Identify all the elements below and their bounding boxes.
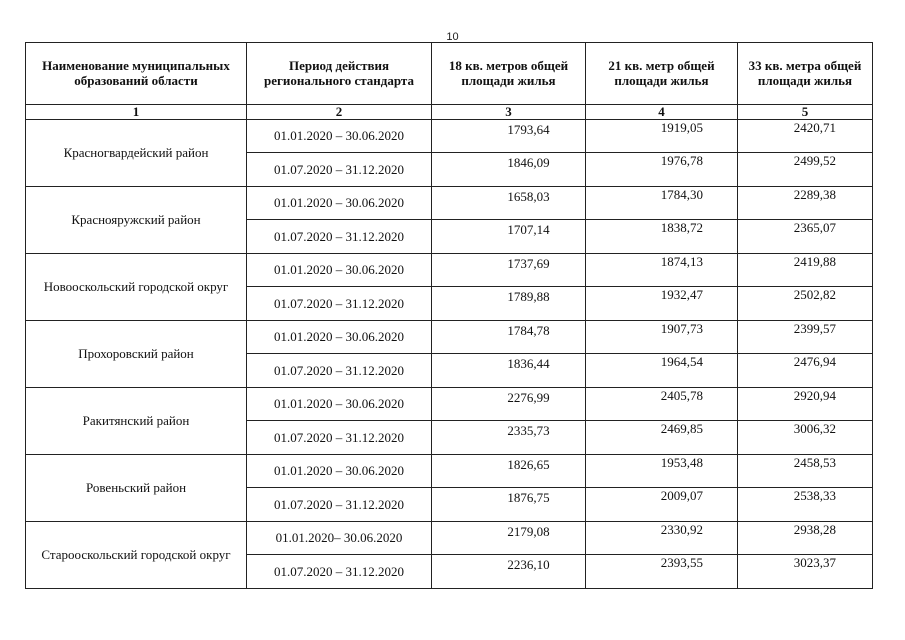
table-row bbox=[26, 120, 873, 153]
header-21-sqm: 21 кв. метр общей площади жилья bbox=[586, 43, 738, 105]
table-row bbox=[26, 522, 873, 555]
column-number: 3 bbox=[432, 105, 586, 120]
value-18-sqm: 1846,09 bbox=[432, 153, 586, 187]
value-33-sqm: 3023,37 bbox=[738, 555, 873, 589]
period-cell: 01.01.2020 – 30.06.2020 bbox=[247, 187, 432, 220]
column-number: 2 bbox=[247, 105, 432, 120]
value-18-sqm: 1836,44 bbox=[432, 354, 586, 388]
page-number: 10 bbox=[446, 31, 459, 43]
column-number: 4 bbox=[586, 105, 738, 120]
value-33-sqm: 2399,57 bbox=[738, 321, 873, 354]
region-name: Прохоровский район bbox=[26, 321, 247, 388]
value-33-sqm: 2365,07 bbox=[738, 220, 873, 254]
table-row bbox=[26, 254, 873, 287]
region-name: Краснояружский район bbox=[26, 187, 247, 254]
header-period: Период действия регионального стандарта bbox=[247, 43, 432, 105]
column-number: 1 bbox=[26, 105, 247, 120]
value-21-sqm: 2405,78 bbox=[586, 388, 738, 421]
header-33-sqm: 33 кв. метра общей площади жилья bbox=[738, 43, 873, 105]
region-name: Красногвардейский район bbox=[26, 120, 247, 187]
value-21-sqm: 2469,85 bbox=[586, 421, 738, 455]
value-33-sqm: 2476,94 bbox=[738, 354, 873, 388]
column-number: 5 bbox=[738, 105, 873, 120]
value-18-sqm: 1658,03 bbox=[432, 187, 586, 220]
period-cell: 01.01.2020 – 30.06.2020 bbox=[247, 254, 432, 287]
period-cell: 01.07.2020 – 31.12.2020 bbox=[247, 488, 432, 522]
period-cell: 01.01.2020 – 30.06.2020 bbox=[247, 388, 432, 421]
value-33-sqm: 2938,28 bbox=[738, 522, 873, 555]
value-21-sqm: 1874,13 bbox=[586, 254, 738, 287]
value-33-sqm: 2458,53 bbox=[738, 455, 873, 488]
value-21-sqm: 2330,92 bbox=[586, 522, 738, 555]
period-cell: 01.07.2020 – 31.12.2020 bbox=[247, 555, 432, 589]
value-18-sqm: 1826,65 bbox=[432, 455, 586, 488]
value-18-sqm: 1793,64 bbox=[432, 120, 586, 153]
value-18-sqm: 2179,08 bbox=[432, 522, 586, 555]
value-21-sqm: 1907,73 bbox=[586, 321, 738, 354]
period-cell: 01.07.2020 – 31.12.2020 bbox=[247, 287, 432, 321]
period-cell: 01.01.2020 – 30.06.2020 bbox=[247, 120, 432, 153]
value-33-sqm: 2502,82 bbox=[738, 287, 873, 321]
value-21-sqm: 2009,07 bbox=[586, 488, 738, 522]
region-name: Старооскольский городской округ bbox=[26, 522, 247, 589]
value-18-sqm: 1707,14 bbox=[432, 220, 586, 254]
header-municipality: Наименование муниципальных образований области bbox=[26, 43, 247, 105]
value-18-sqm: 1784,78 bbox=[432, 321, 586, 354]
period-cell: 01.07.2020 – 31.12.2020 bbox=[247, 153, 432, 187]
housing-standard-table bbox=[25, 42, 873, 589]
value-18-sqm: 1737,69 bbox=[432, 254, 586, 287]
value-33-sqm: 2538,33 bbox=[738, 488, 873, 522]
value-33-sqm: 3006,32 bbox=[738, 421, 873, 455]
region-name: Ракитянский район bbox=[26, 388, 247, 455]
period-cell: 01.01.2020 – 30.06.2020 bbox=[247, 455, 432, 488]
value-33-sqm: 2420,71 bbox=[738, 120, 873, 153]
value-21-sqm: 1784,30 bbox=[586, 187, 738, 220]
value-21-sqm: 1964,54 bbox=[586, 354, 738, 388]
period-cell: 01.01.2020– 30.06.2020 bbox=[247, 522, 432, 555]
period-cell: 01.07.2020 – 31.12.2020 bbox=[247, 421, 432, 455]
region-name: Ровеньский район bbox=[26, 455, 247, 522]
table-body bbox=[26, 120, 873, 589]
value-33-sqm: 2419,88 bbox=[738, 254, 873, 287]
period-cell: 01.07.2020 – 31.12.2020 bbox=[247, 354, 432, 388]
period-cell: 01.01.2020 – 30.06.2020 bbox=[247, 321, 432, 354]
value-33-sqm: 2499,52 bbox=[738, 153, 873, 187]
table-row bbox=[26, 455, 873, 488]
table-row bbox=[26, 187, 873, 220]
value-21-sqm: 1838,72 bbox=[586, 220, 738, 254]
value-18-sqm: 2276,99 bbox=[432, 388, 586, 421]
value-33-sqm: 2289,38 bbox=[738, 187, 873, 220]
value-21-sqm: 1953,48 bbox=[586, 455, 738, 488]
value-18-sqm: 1789,88 bbox=[432, 287, 586, 321]
value-21-sqm: 1932,47 bbox=[586, 287, 738, 321]
value-33-sqm: 2920,94 bbox=[738, 388, 873, 421]
table-row bbox=[26, 321, 873, 354]
value-18-sqm: 2236,10 bbox=[432, 555, 586, 589]
value-18-sqm: 1876,75 bbox=[432, 488, 586, 522]
value-21-sqm: 2393,55 bbox=[586, 555, 738, 589]
table-row bbox=[26, 388, 873, 421]
region-name: Новооскольский городской округ bbox=[26, 254, 247, 321]
header-18-sqm: 18 кв. метров общей площади жилья bbox=[432, 43, 586, 105]
value-18-sqm: 2335,73 bbox=[432, 421, 586, 455]
header-row bbox=[26, 43, 873, 105]
value-21-sqm: 1919,05 bbox=[586, 120, 738, 153]
column-number-row bbox=[26, 105, 873, 120]
value-21-sqm: 1976,78 bbox=[586, 153, 738, 187]
period-cell: 01.07.2020 – 31.12.2020 bbox=[247, 220, 432, 254]
